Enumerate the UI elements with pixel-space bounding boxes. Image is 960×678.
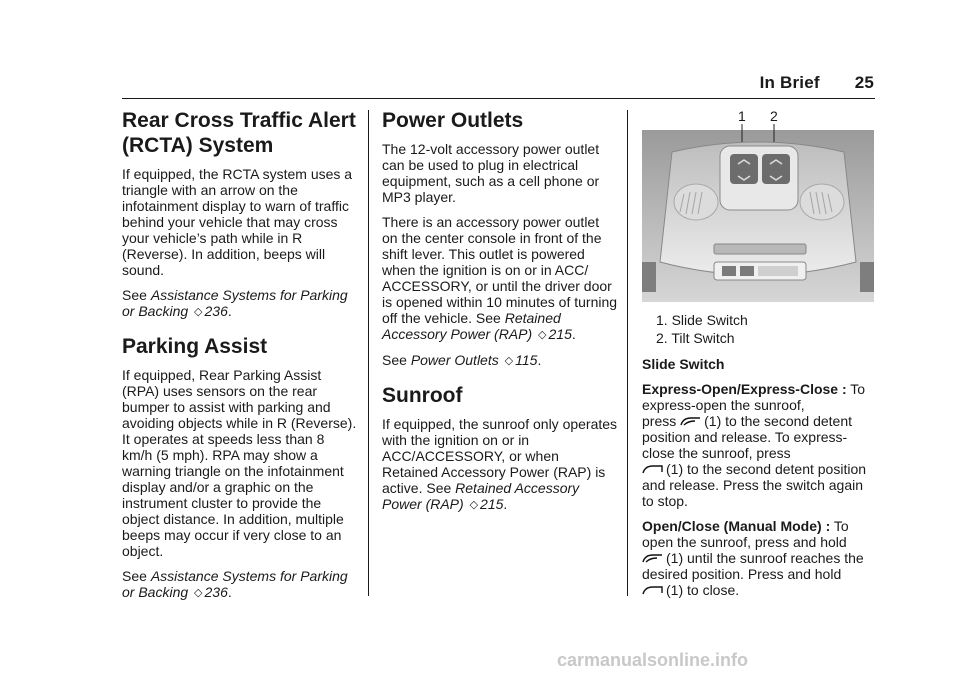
reference-link[interactable]: Assistance Systems for Parking or Backing: [122, 287, 348, 319]
manual-mode-paragraph: Open/Close (Manual Mode) : To open the sunroof, press and hold (1) until the sunroof reaches the desired position. Press and hold (1) to close.: [642, 518, 864, 598]
power-see-reference: See Power Outlets ◇ 115.: [382, 352, 542, 368]
reference-link[interactable]: Retained Accessory Power (RAP): [382, 310, 561, 342]
reference-link[interactable]: Retained Accessory Power (RAP): [382, 480, 580, 512]
sunroof-open-icon: [680, 415, 702, 427]
sunroof-paragraph: If equipped, the sunroof only operates with the ignition on or in ACC/ACCESSORY, or when Retained Accessory Power (RAP) is active. See Retained Accessory Power (RAP) ◇ 215.: [382, 416, 618, 512]
header-rule: [122, 98, 875, 99]
page-ref-icon: ◇: [469, 499, 479, 511]
power-outlets-heading: Power Outlets: [382, 109, 524, 132]
slide-switch-heading: Slide Switch: [642, 356, 725, 372]
watermark: carmanualsonline.info: [557, 650, 749, 670]
page-ref-icon: ◇: [538, 329, 547, 341]
column-3: [642, 312, 878, 607]
rcta-see-reference: See Assistance Systems for Parking or Backing ◇ 236.: [122, 287, 348, 319]
column-divider-1: [368, 110, 369, 596]
sunroof-close-icon: [642, 463, 664, 475]
overhead-console-illustration: [642, 112, 874, 302]
column-divider-2: [627, 110, 628, 596]
page-header: [760, 73, 874, 93]
express-open-paragraph: Express-Open/Express-Close : To express-open the sunroof, press (1) to the second detent position and release. To express-close the sunroof, press (1) to the second detent position and release. Press the switch again to stop.: [642, 381, 867, 509]
page-ref-icon: ◇: [194, 306, 203, 318]
column-2: [382, 108, 618, 522]
page-number: 25: [854, 73, 874, 92]
figure-caption: [656, 312, 878, 346]
parking-assist-heading: Parking Assist: [122, 335, 268, 358]
power-paragraph-2: There is an accessory power outlet on the center console in front of the shift lever. This outlet is powered when the ignition is on or in ACC/ ACCESSORY, or until the driver door is opened within 10 minutes of turning off the vehicle. See Retained Accessory Power (RAP) ◇ 215.: [382, 214, 618, 342]
page-ref-icon: ◇: [194, 587, 203, 599]
caption-item: 2. Tilt Switch: [656, 330, 735, 346]
reference-link[interactable]: Assistance Systems for Parking or Backing: [122, 568, 348, 600]
sunroof-close-icon: [642, 584, 664, 596]
rcta-heading: Rear Cross Traffic Alert (RCTA) System: [122, 109, 356, 157]
reference-link[interactable]: Power Outlets: [410, 352, 499, 368]
power-paragraph-1: The 12-volt accessory power outlet can be used to plug in electrical equipment, such as a cell phone or MP3 player.: [382, 141, 600, 205]
sunroof-open-icon: [642, 552, 664, 564]
section-title: In Brief: [759, 73, 820, 92]
column-1: [122, 108, 358, 610]
parking-paragraph: If equipped, Rear Parking Assist (RPA) uses sensors on the rear bumper to assist with parking and avoiding objects while in R (Reverse). It operates at speeds less than 8 km/h (5 mph). RPA may show a warning triangle on the infotainment display and/or a graphic on the instrument cluster to provide the object distance. In addition, multiple beeps may occur if very close to an object.: [122, 367, 357, 559]
figure-callout-1: 1: [738, 108, 746, 124]
sunroof-switch-figure: [642, 108, 874, 302]
page-ref-icon: ◇: [504, 355, 514, 367]
rcta-paragraph: If equipped, the RCTA system uses a triangle with an arrow on the infotainment display to warn of traffic behind your vehicle that may cross your vehicle’s path while in R (Reverse). In addition, beeps will sound.: [122, 166, 353, 278]
caption-item: 1. Slide Switch: [656, 312, 748, 328]
figure-callout-2: 2: [770, 108, 778, 124]
sunroof-heading: Sunroof: [382, 384, 463, 407]
parking-see-reference: See Assistance Systems for Parking or Backing ◇ 236.: [122, 568, 348, 600]
